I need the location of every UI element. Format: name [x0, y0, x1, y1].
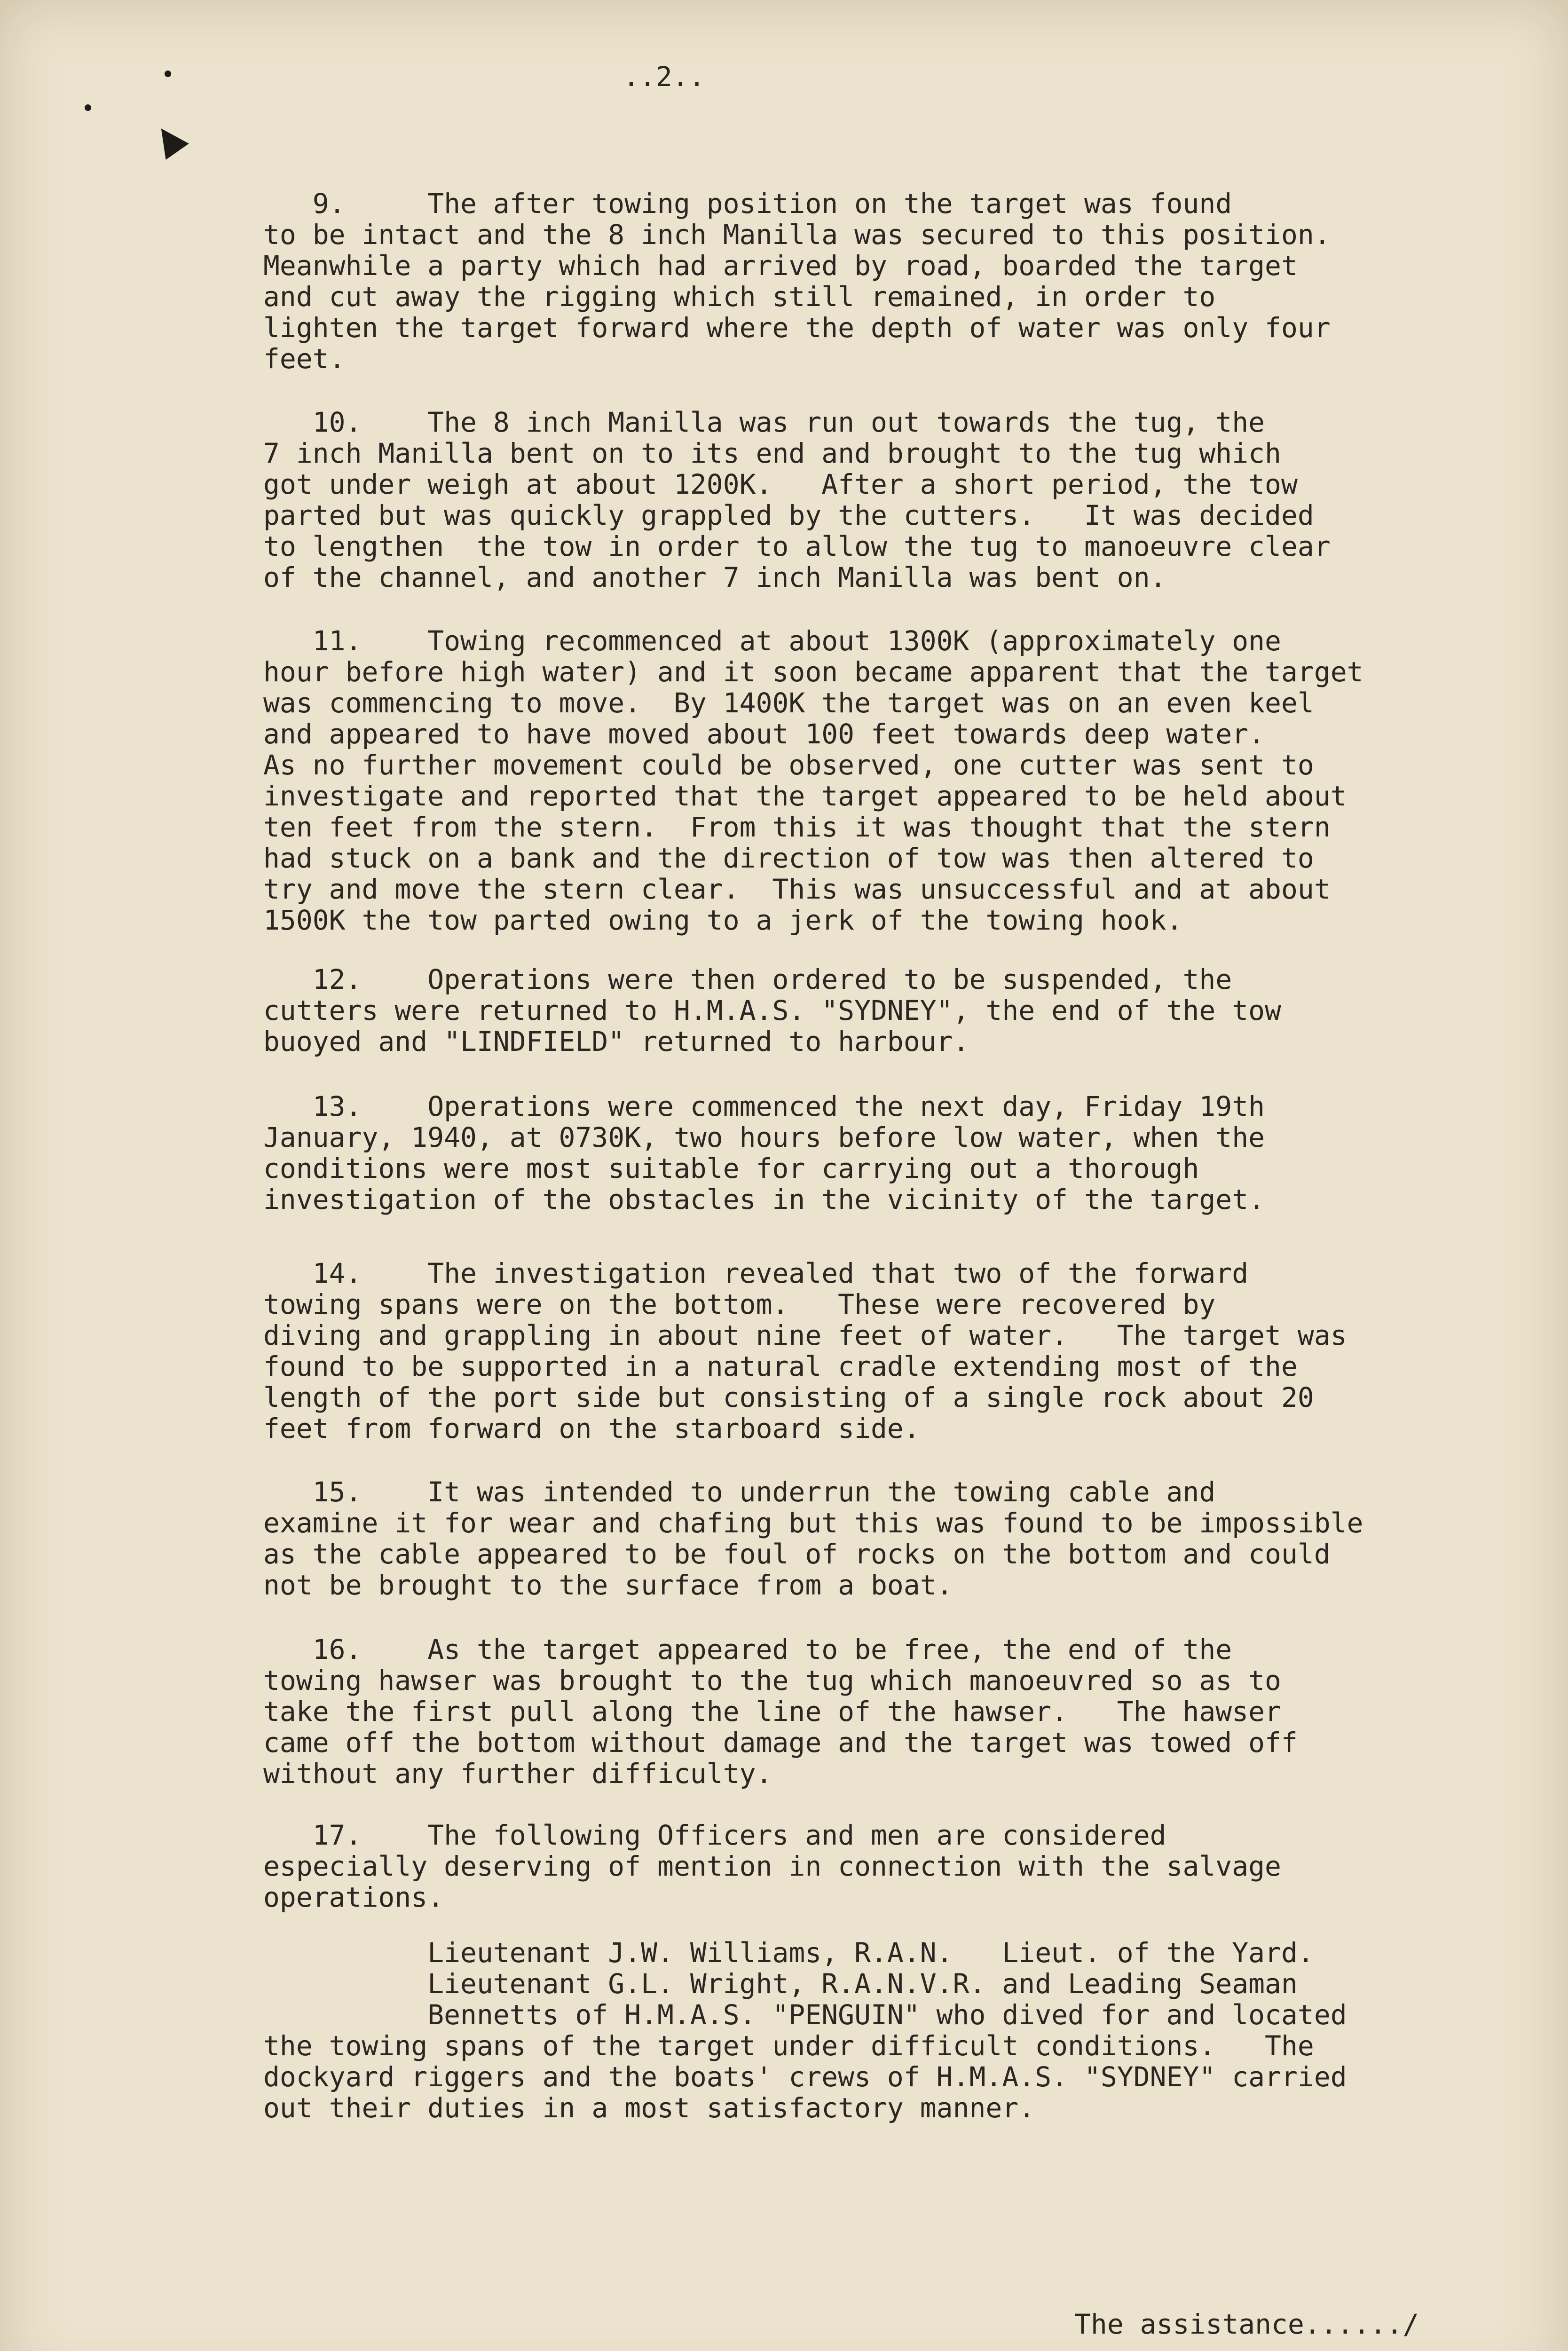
paragraph-line: 10. The 8 inch Manilla was run out towards the tug, the [263, 406, 1265, 438]
paragraph-line: cutters were returned to H.M.A.S. "SYDNEY", the end of the tow [263, 994, 1281, 1026]
paragraph-line: examine it for wear and chafing but this was found to be impossible [263, 1507, 1363, 1539]
paragraph-line: length of the port side but consisting of a single rock about 20 [263, 1381, 1314, 1413]
paragraph-line: dockyard riggers and the boats' crews of H.M.A.S. "SYDNEY" carried [263, 2061, 1347, 2093]
paragraph-line: 13. Operations were commenced the next day, Friday 19th [263, 1090, 1265, 1122]
paragraph-line: and appeared to have moved about 100 feet towards deep water. [263, 718, 1265, 750]
paragraph-line: found to be supported in a natural cradle extending most of the [263, 1350, 1298, 1382]
paragraph-p15 [263, 1476, 1363, 1601]
paragraph-line: out their duties in a most satisfactory manner. [263, 2092, 1035, 2124]
paragraph-line: 11. Towing recommenced at about 1300K (approximately one [263, 625, 1281, 657]
paragraph-p17 [263, 1820, 1281, 1913]
paragraph-line: came off the bottom without damage and the target was towed off [263, 1727, 1298, 1759]
paragraph-line: as the cable appeared to be foul of rocks on the bottom and could [263, 1538, 1331, 1570]
paragraph-line: towing hawser was brought to the tug which manoeuvred so as to [263, 1665, 1281, 1696]
paragraph-line: try and move the stern clear. This was unsuccessful and at about [263, 873, 1331, 905]
paragraph-line: was commencing to move. By 1400K the target was on an even keel [263, 687, 1314, 719]
paragraph-line: lighten the target forward where the depth of water was only four [263, 312, 1331, 344]
paragraph-line: towing spans were on the bottom. These were recovered by [263, 1288, 1216, 1320]
paragraph-line: January, 1940, at 0730K, two hours before low water, when the [263, 1121, 1265, 1153]
paragraph-p13 [263, 1091, 1265, 1215]
paragraph-line: investigate and reported that the target appeared to be held about [263, 780, 1347, 812]
ink-mark [150, 120, 189, 160]
paragraph-p14 [263, 1258, 1347, 1444]
ink-mark [85, 104, 91, 111]
paragraph-line: diving and grappling in about nine feet of water. The target was [263, 1319, 1347, 1351]
paragraph-line: 14. The investigation revealed that two of the forward [263, 1257, 1249, 1289]
paragraph-line: investigation of the obstacles in the vicinity of the target. [263, 1183, 1265, 1215]
paragraph-line: Lieutenant J.W. Williams, R.A.N. Lieut. of the Yard. [263, 1937, 1314, 1969]
paragraph-line: buoyed and "LINDFIELD" returned to harbour. [263, 1026, 969, 1057]
paragraph-line: the towing spans of the target under difficult conditions. The [263, 2030, 1314, 2062]
paragraph-p17b [263, 1937, 1347, 2123]
paragraph-line: to lengthen the tow in order to allow the tug to manoeuvre clear [263, 530, 1331, 562]
ink-mark [165, 71, 171, 77]
paragraph-line: got under weigh at about 1200K. After a short period, the tow [263, 468, 1298, 500]
paragraph-line: 1500K the tow parted owing to a jerk of the towing hook. [263, 904, 1183, 936]
paragraph-line: As no further movement could be observed, one cutter was sent to [263, 749, 1314, 781]
paragraph-line: and cut away the rigging which still remained, in order to [263, 281, 1216, 313]
paragraph-line: not be brought to the surface from a boat. [263, 1569, 953, 1601]
paragraph-p10 [263, 407, 1331, 593]
paragraph-line: parted but was quickly grappled by the cutters. It was decided [263, 499, 1314, 531]
paragraph-line: 15. It was intended to underrun the towing cable and [263, 1476, 1216, 1508]
paragraph-line: 7 inch Manilla bent on to its end and brought to the tug which [263, 437, 1281, 469]
paragraph-line: 16. As the target appeared to be free, the end of the [263, 1633, 1232, 1665]
paragraph-line: take the first pull along the line of the hawser. The hawser [263, 1696, 1281, 1728]
paragraph-line: Meanwhile a party which had arrived by road, boarded the target [263, 250, 1298, 282]
paragraph-p11 [263, 625, 1363, 936]
paragraph-line: 17. The following Officers and men are considered [263, 1819, 1166, 1851]
continuation-text: The assistance....../ [1074, 2308, 1419, 2340]
paragraph-line: hour before high water) and it soon became apparent that the target [263, 656, 1363, 688]
paragraph-p12 [263, 964, 1281, 1057]
paragraph-line: 12. Operations were then ordered to be suspended, the [263, 963, 1232, 995]
paragraph-line: conditions were most suitable for carrying out a thorough [263, 1152, 1199, 1184]
paragraph-p9 [263, 188, 1331, 374]
paragraph-line: Bennetts of H.M.A.S. "PENGUIN" who dived for and located [263, 1999, 1347, 2031]
paragraph-line: Lieutenant G.L. Wright, R.A.N.V.R. and Leading Seaman [263, 1968, 1298, 2000]
paragraph-line: feet. [263, 343, 346, 375]
paragraph-line: especially deserving of mention in connection with the salvage [263, 1850, 1281, 1882]
paragraph-line: operations. [263, 1881, 444, 1913]
paragraph-line: to be intact and the 8 inch Manilla was secured to this position. [263, 219, 1331, 251]
paragraph-line: without any further difficulty. [263, 1758, 772, 1790]
paragraph-line: had stuck on a bank and the direction of tow was then altered to [263, 842, 1314, 874]
paragraph-line: ten feet from the stern. From this it was thought that the stern [263, 811, 1331, 843]
paragraph-line: feet from forward on the starboard side. [263, 1412, 920, 1444]
page-number: ..2.. [623, 61, 705, 93]
paragraph-line: of the channel, and another 7 inch Manilla was bent on. [263, 561, 1166, 593]
paragraph-p16 [263, 1634, 1298, 1789]
paragraph-line: 9. The after towing position on the target was found [263, 188, 1232, 220]
